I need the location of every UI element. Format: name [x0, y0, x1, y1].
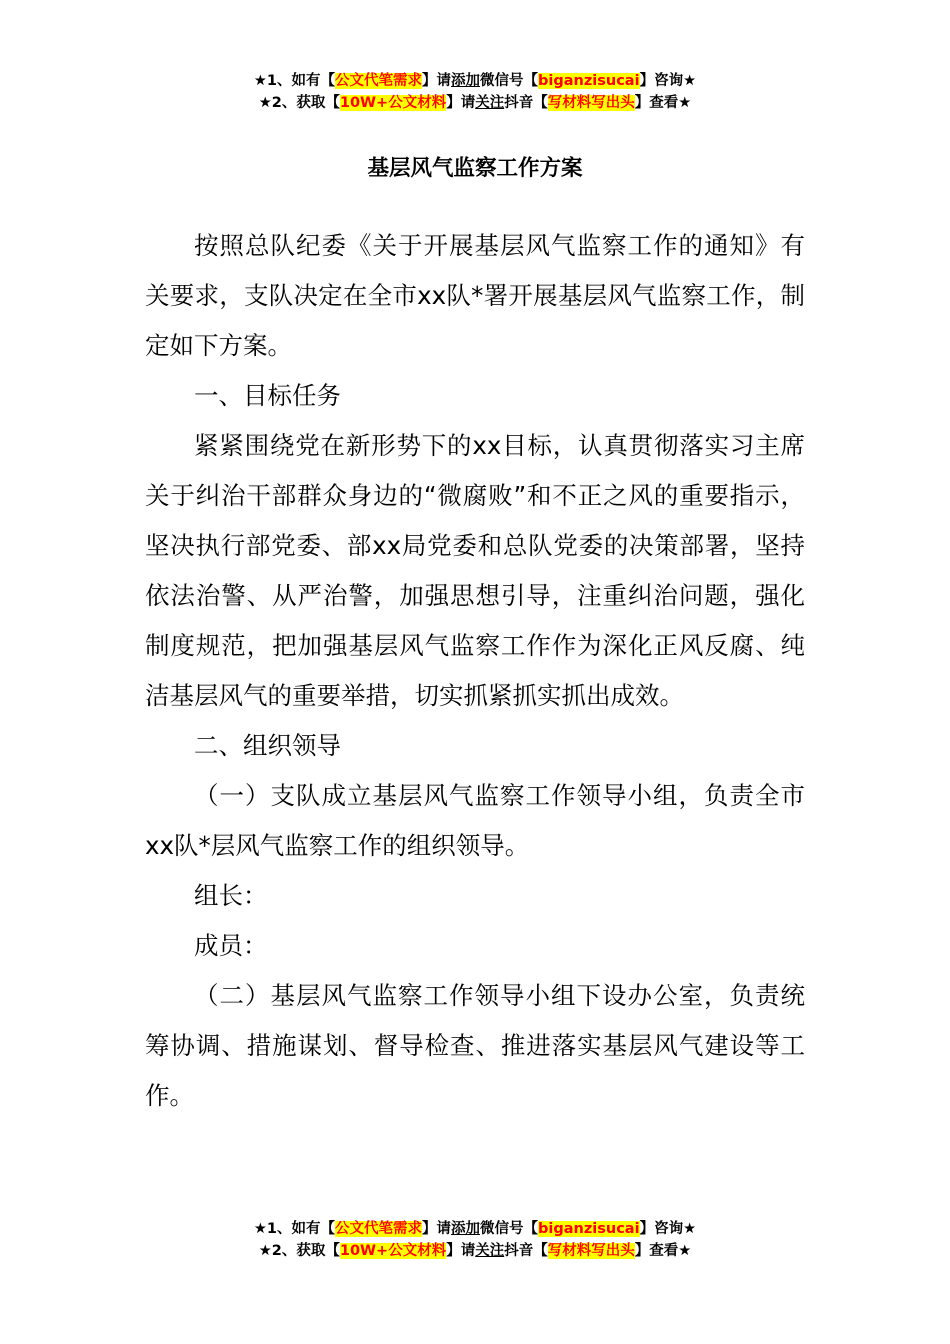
promo-line-1: ★1、如有【公文代笔需求】请添加微信号【biganzisucai】咨询★: [253, 1221, 697, 1237]
promo-douyin-id: 写材料写出头: [547, 95, 635, 111]
paragraph-org-1: （一）支队成立基层风气监察工作领导小组，负责全市xx队*层风气监察工作的组织领导。: [145, 781, 805, 860]
paragraph-org-2: （二）基层风气监察工作领导小组下设办公室，负责统筹协调、措施谋划、督导检查、推进落实基层风气建设等工作。: [145, 981, 805, 1110]
paragraph-leader: 组长：: [194, 881, 268, 910]
promo-footer: [0, 1218, 950, 1262]
promo-wechat-id: biganzisucai: [538, 1221, 640, 1237]
promo-header: [0, 70, 950, 114]
paragraph-intro: 按照总队纪委《关于开展基层风气监察工作的通知》有关要求，支队决定在全市xx队*署开展基层风气监察工作，制定如下方案。: [145, 231, 805, 360]
promo-douyin-id: 写材料写出头: [547, 1243, 635, 1259]
document-body: [145, 221, 805, 1121]
paragraph-members: 成员：: [194, 931, 268, 960]
promo-highlight: 10W+公文材料: [339, 1243, 447, 1259]
document-title: 基层风气监察工作方案: [367, 156, 583, 181]
promo-highlight: 公文代笔需求: [335, 1221, 423, 1237]
heading-goals: 一、目标任务: [194, 381, 341, 410]
promo-line-1: ★1、如有【公文代笔需求】请添加微信号【biganzisucai】咨询★: [253, 73, 697, 89]
promo-highlight: 10W+公文材料: [339, 95, 447, 111]
promo-highlight: 公文代笔需求: [335, 73, 423, 89]
promo-line-2: ★2、获取【10W+公文材料】请关注抖音【写材料写出头】查看★: [258, 95, 692, 111]
promo-line-2: ★2、获取【10W+公文材料】请关注抖音【写材料写出头】查看★: [258, 1243, 692, 1259]
paragraph-goals: 紧紧围绕党在新形势下的xx目标，认真贯彻落实习主席关于纠治干部群众身边的“微腐败”和不正之风的重要指示，坚决执行部党委、部xx局党委和总队党委的决策部署，坚持依法治警、从严治警，加强思想引导，注重纠治问题，强化制度规范，把加强基层风气监察工作作为深化正风反腐、纯洁基层风气的重要举措，切实抓紧抓实抓出成效。: [145, 431, 805, 710]
heading-organization: 二、组织领导: [194, 731, 341, 760]
promo-wechat-id: biganzisucai: [538, 73, 640, 89]
